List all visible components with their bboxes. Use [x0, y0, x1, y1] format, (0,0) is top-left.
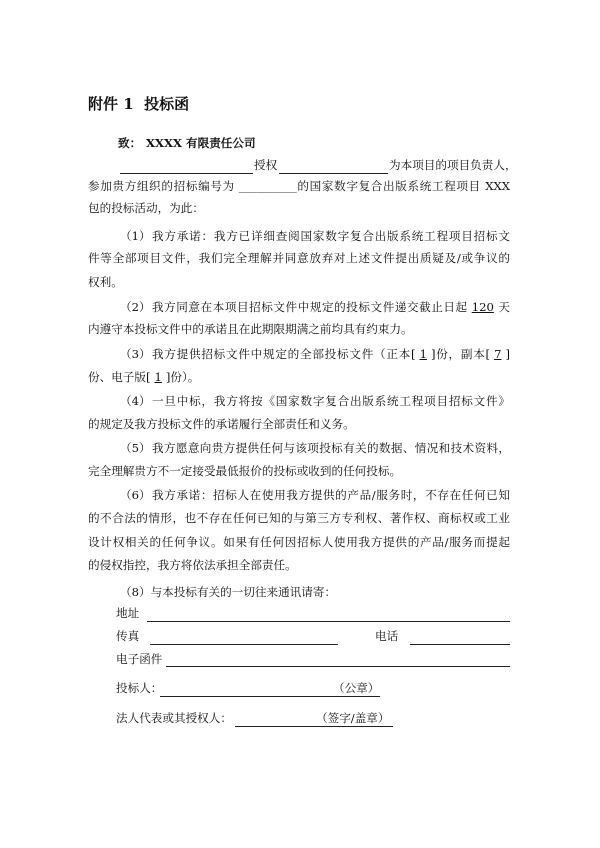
- intro-line-2: [88, 177, 510, 195]
- item-line: [152, 345, 510, 363]
- item-line: 我方愿意向贵方提供任何与该项投标有关的数据、情况和技术资料，: [152, 441, 510, 455]
- item-number: （1）: [120, 229, 151, 243]
- item-line: 我方承诺：招标人在使用我方提供的产品/服务时，不存在任何已知: [152, 488, 510, 502]
- item-number: （6）: [120, 488, 151, 502]
- address-label: 地址: [116, 606, 140, 620]
- item-2-text: 我方同意在本项目招标文件中规定的投标文件递交截止日起: [152, 300, 468, 314]
- item-3-end: ]: [505, 347, 511, 361]
- email-line: [166, 666, 510, 667]
- days-unit: 天: [497, 300, 510, 314]
- validity-days: 120: [471, 300, 494, 314]
- recipient-label: 致：: [118, 136, 142, 150]
- phone-label: 电话: [375, 629, 399, 643]
- role-text: 为本项目的项目负责人，: [389, 158, 517, 172]
- item-line: [88, 368, 510, 386]
- copy-count: 7: [494, 347, 502, 361]
- address-line: [147, 621, 510, 622]
- item-number: （4）: [120, 394, 151, 408]
- item-3-line2-before: 份、电子版[: [88, 370, 151, 384]
- item-line: 一旦中标，我方将按《国家数字复合出版系统工程项目招标文件》: [152, 394, 510, 408]
- item-number: （2）: [120, 300, 151, 314]
- bidder-label: 投标人：: [116, 681, 163, 695]
- electronic-count: 1: [154, 370, 162, 384]
- item-line: 我方承诺：我方已详细查阅国家数字复合出版系统工程项目招标文: [152, 229, 510, 243]
- item-3-line2-after: ]份）。: [165, 370, 200, 384]
- phone-line: [410, 644, 510, 645]
- fax-label: 传真: [116, 629, 140, 643]
- email-label: 电子函件: [116, 652, 163, 666]
- representative-label: 法人代表或其授权人：: [116, 711, 232, 725]
- item-number: （5）: [120, 441, 151, 455]
- authorizer-blank: [120, 173, 253, 174]
- intro-line-2-before: 参加贵方组织的招标编号为: [88, 179, 235, 193]
- item-line: 内遵守本投标文件中的承诺且在此期限期满之前均具有约束力。: [88, 322, 413, 336]
- item-line: 设计权相关的任何争议。如果有任何因招标人使用我方提供的产品/服务而提起: [88, 535, 510, 549]
- intro-line-2-after: 的国家数字复合出版系统工程项目 XXX: [296, 179, 510, 193]
- recipient-company: XXXX 有限责任公司: [146, 136, 256, 150]
- item-line: 的规定及我方投标文件的承诺履行全部责任和义务。: [88, 417, 355, 431]
- item-line: 件等全部项目文件，我们完全理解并同意放弃对上述文件提出质疑及/或争议的: [88, 251, 510, 265]
- item-line: 权利。: [88, 275, 123, 289]
- tender-number-blank: __________: [238, 179, 297, 193]
- representative-seal-note: （签字/盖章）: [316, 711, 390, 725]
- bidder-seal-note: （公章）: [333, 681, 380, 695]
- fax-line: [150, 644, 338, 645]
- item-line: [152, 298, 510, 316]
- project-lead-blank: [279, 173, 388, 174]
- item-line: 的不合法的情形，也不存在任何已知的与第三方专利权、著作权、商标权或工业: [88, 511, 510, 525]
- page-title: 附件 1 投标函: [88, 95, 190, 113]
- item-line: 的侵权指控，我方将依法承担全部责任。: [88, 558, 297, 572]
- item-3-mid: ]份，副本[: [430, 347, 491, 361]
- contact-heading: （8）与本投标有关的一切往来通讯请寄：: [120, 585, 337, 599]
- item-3-text: 我方提供招标文件中规定的全部投标文件（正本[: [152, 347, 416, 361]
- item-number: （3）: [120, 347, 151, 361]
- authorize-text: 授权: [254, 158, 278, 172]
- item-line: 完全理解贵方不一定接受最低报价的投标或收到的任何投标。: [88, 464, 402, 478]
- intro-line-3: 包的投标活动，为此：: [88, 201, 204, 215]
- original-count: 1: [419, 347, 427, 361]
